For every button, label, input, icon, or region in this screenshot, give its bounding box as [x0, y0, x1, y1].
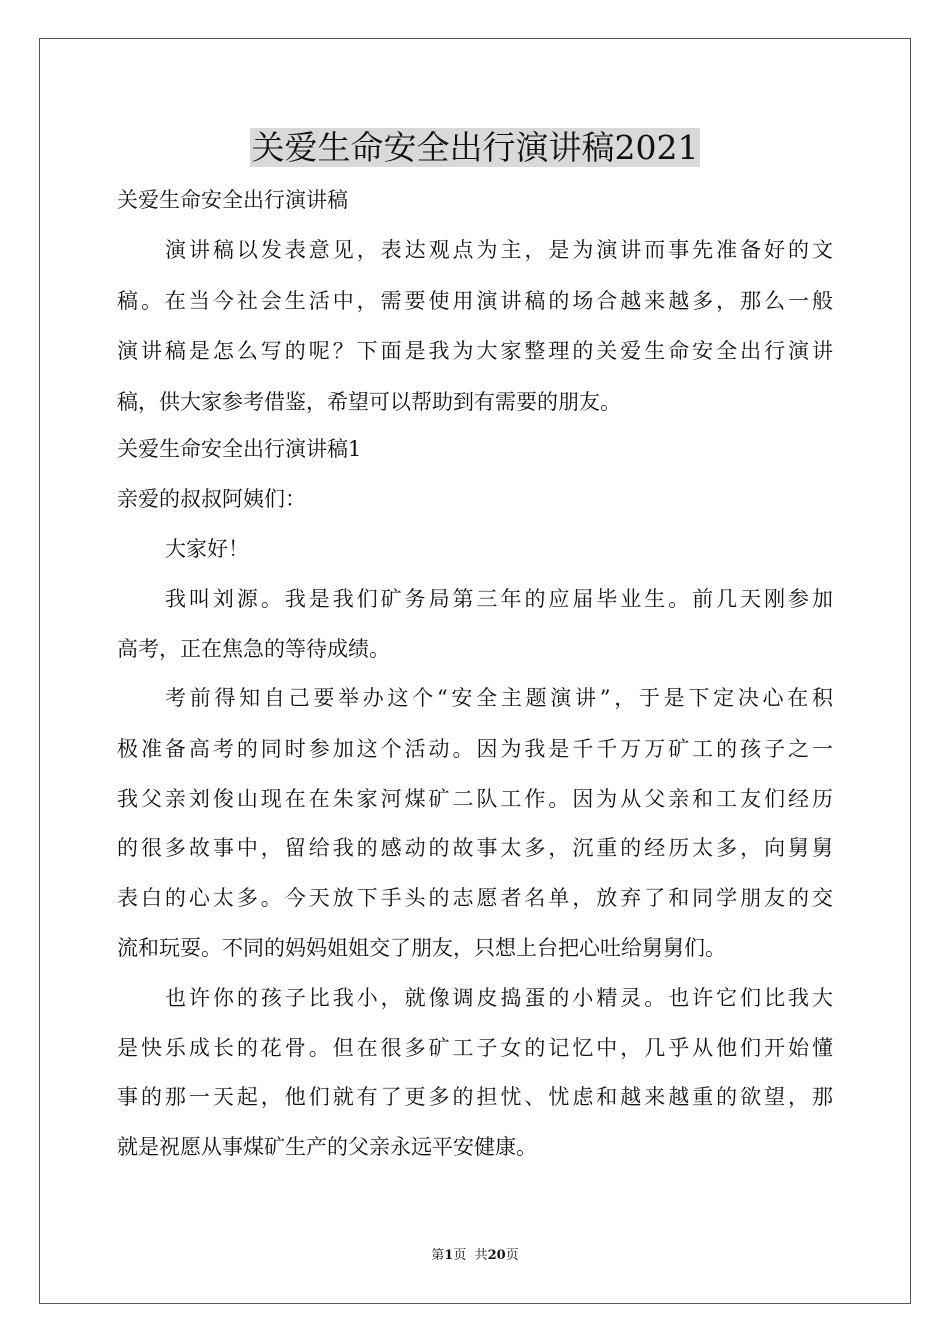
paragraph-line: 考前得知自己要举办这个“安全主题演讲”，于是下定决心在积: [165, 686, 833, 710]
page-footer: [0, 1248, 950, 1264]
page-number: 1: [444, 1248, 454, 1263]
paragraph-line: 我父亲刘俊山现在在朱家河煤矿二队工作。因为从父亲和工友们经历: [117, 787, 833, 811]
paragraph-line: 高考，正在焦急的等待成绩。: [117, 637, 390, 661]
paragraph-line: 稿。在当今社会生活中，需要使用演讲稿的场合越来越多，那么一般: [117, 289, 833, 313]
paragraph-line: 表白的心太多。今天放下手头的志愿者名单，放弃了和同学朋友的交: [117, 886, 833, 910]
paragraph-line: 演讲稿以发表意见，表达观点为主，是为演讲而事先准备好的文: [165, 238, 833, 262]
paragraph-line: 事的那一天起，他们就有了更多的担忧、忧虑和越来越重的欲望，那: [117, 1085, 833, 1109]
paragraph-line: 我叫刘源。我是我们矿务局第三年的应届毕业生。前几天刚参加: [165, 587, 833, 611]
paragraph-line: 流和玩耍。不同的妈妈姐姐交了朋友，只想上台把心吐给舅舅们。: [117, 936, 726, 960]
greeting-line: 大家好！: [165, 537, 249, 561]
paragraph-line: 是快乐成长的花骨。但在很多矿工子女的记忆中，几乎从他们开始懂: [117, 1036, 833, 1060]
footer-mid: 页 共: [453, 1248, 488, 1263]
document-title: [0, 128, 950, 168]
section-heading: 关爱生命安全出行演讲稿1: [117, 437, 362, 461]
paragraph-line: 演讲稿是怎么写的呢？下面是我为大家整理的关爱生命安全出行演讲: [117, 339, 833, 363]
page-border: [39, 38, 911, 1304]
page-total: 20: [487, 1248, 506, 1263]
paragraph-line: 就是祝愿从事煤矿生产的父亲永远平安健康。: [117, 1135, 537, 1159]
salutation-line: 亲爱的叔叔阿姨们：: [117, 487, 306, 511]
footer-suffix: 页: [505, 1248, 519, 1263]
paragraph-line: 也许你的孩子比我小，就像调皮捣蛋的小精灵。也许它们比我大: [165, 986, 833, 1010]
footer-prefix: 第: [431, 1248, 445, 1263]
subtitle-line: 关爱生命安全出行演讲稿: [117, 188, 348, 212]
document-title-text: 关爱生命安全出行演讲稿2021: [251, 128, 699, 167]
paragraph-line: 的很多故事中，留给我的感动的故事太多，沉重的经历太多，向舅舅: [117, 836, 833, 860]
paragraph-line: 极准备高考的同时参加这个活动。因为我是千千万万矿工的孩子之一: [117, 737, 833, 761]
paragraph-line: 稿，供大家参考借鉴，希望可以帮助到有需要的朋友。: [117, 390, 621, 414]
